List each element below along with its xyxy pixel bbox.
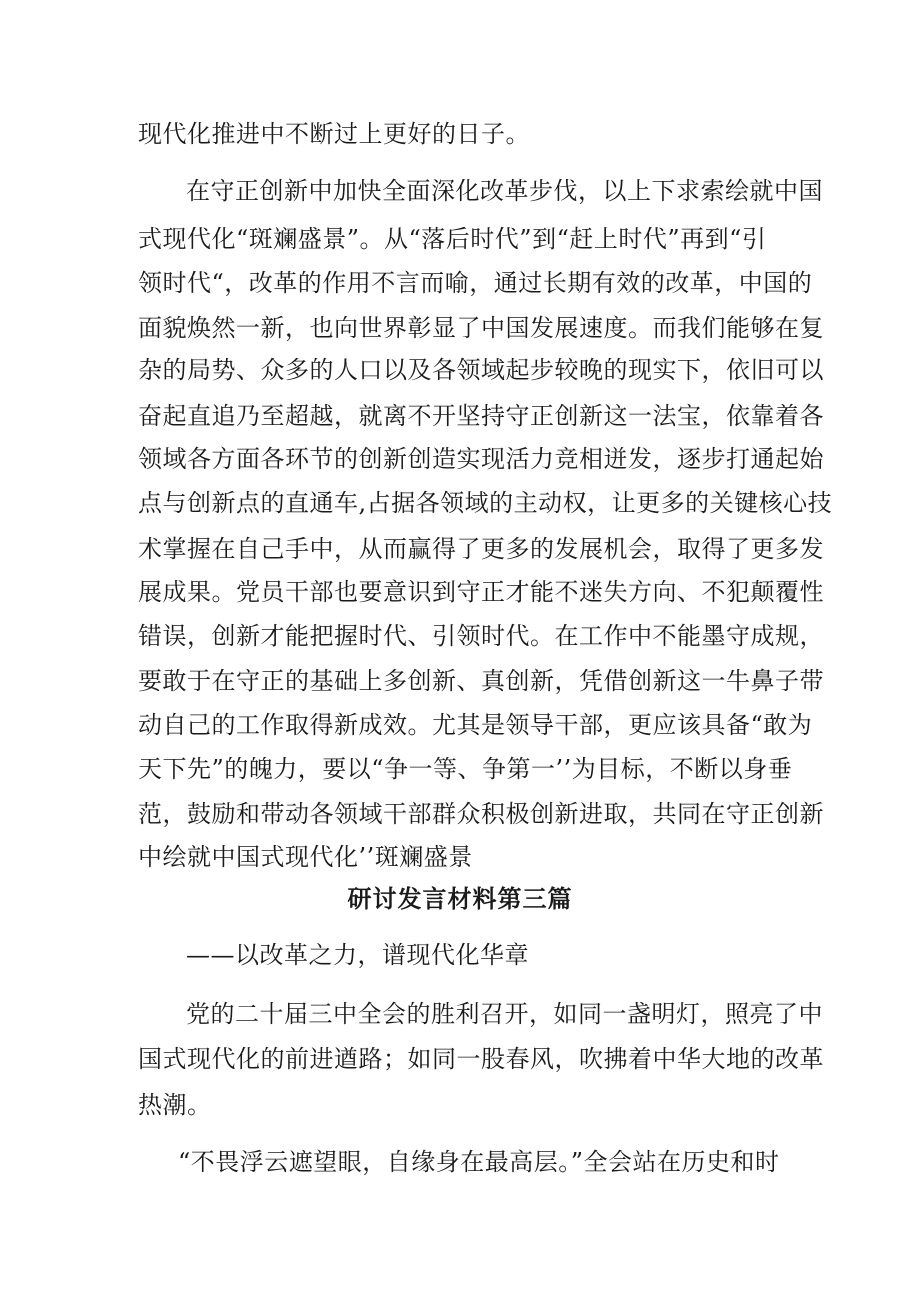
paragraph-line: 式现代化“斑斓盛景”。从“落后时代”到“赶上时代”再到“引 bbox=[138, 225, 767, 253]
paragraph-line: 现代化推进中不断过上更好的日子。 bbox=[138, 120, 530, 148]
paragraph-line: 热潮。 bbox=[138, 1091, 212, 1119]
paragraph-line: 奋起直追乃至超越，就离不开坚持守正创新这一法宝，依靠着各 bbox=[138, 402, 824, 430]
paragraph-line: 领时代“，改革的作用不言而喻，通过长期有效的改革，中国的 bbox=[138, 269, 813, 297]
paragraph-line: 动自己的工作取得新成效。尤其是领导干部，更应该具备“敢为 bbox=[138, 711, 813, 739]
paragraph-line: 展成果。党员干部也要意识到守正才能不迷失方向、不犯颠覆性 bbox=[138, 578, 824, 606]
section-title: 研讨发言材料第三篇 bbox=[347, 885, 573, 913]
paragraph-line: 党的二十届三中全会的胜利召开，如同一盏明灯，照亮了中 bbox=[186, 1000, 823, 1028]
paragraph-line: 杂的局势、众多的人口以及各领域起步较晚的现实下，依旧可以 bbox=[138, 356, 824, 384]
paragraph-line: 领域各方面各环节的创新创造实现活力竞相迸发，逐步打通起始 bbox=[138, 445, 824, 473]
paragraph-line: 在守正创新中加快全面深化改革步伐，以上下求索绘就中国 bbox=[186, 177, 823, 205]
paragraph-line: 范，鼓励和带动各领域干部群众积极创新进取，共同在守正创新 bbox=[138, 800, 824, 828]
paragraph-line: 术掌握在自己手中，从而赢得了更多的发展机会，取得了更多发 bbox=[138, 535, 824, 563]
paragraph-line: 要敢于在守正的基础上多创新、真创新，凭借创新这一牛鼻子带 bbox=[138, 667, 824, 695]
paragraph-line: 中绘就中国式现代化’’斑斓盛景 bbox=[138, 843, 473, 871]
paragraph-line: 错误，创新才能把握时代、引领时代。在工作中不能墨守成规， bbox=[138, 622, 824, 650]
paragraph-line: “不畏浮云遮望眼，自缘身在最高层。”全会站在历史和时 bbox=[178, 1148, 780, 1176]
section-subtitle: ——以改革之力，谱现代化华章 bbox=[186, 941, 529, 969]
paragraph-line: 国式现代化的前进遒路；如同一股春风，吹拂着中华大地的改革 bbox=[138, 1045, 824, 1073]
paragraph-line: 天下先”的魄力，要以“争一等、争第一’’为目标，不断以身垂 bbox=[138, 755, 793, 783]
paragraph-line: 点与创新点的直通车,占据各领域的主动权，让更多的关键核心技 bbox=[138, 489, 833, 517]
paragraph-line: 面貌焕然一新，也向世界彰显了中国发展速度。而我们能够在复 bbox=[138, 314, 824, 342]
